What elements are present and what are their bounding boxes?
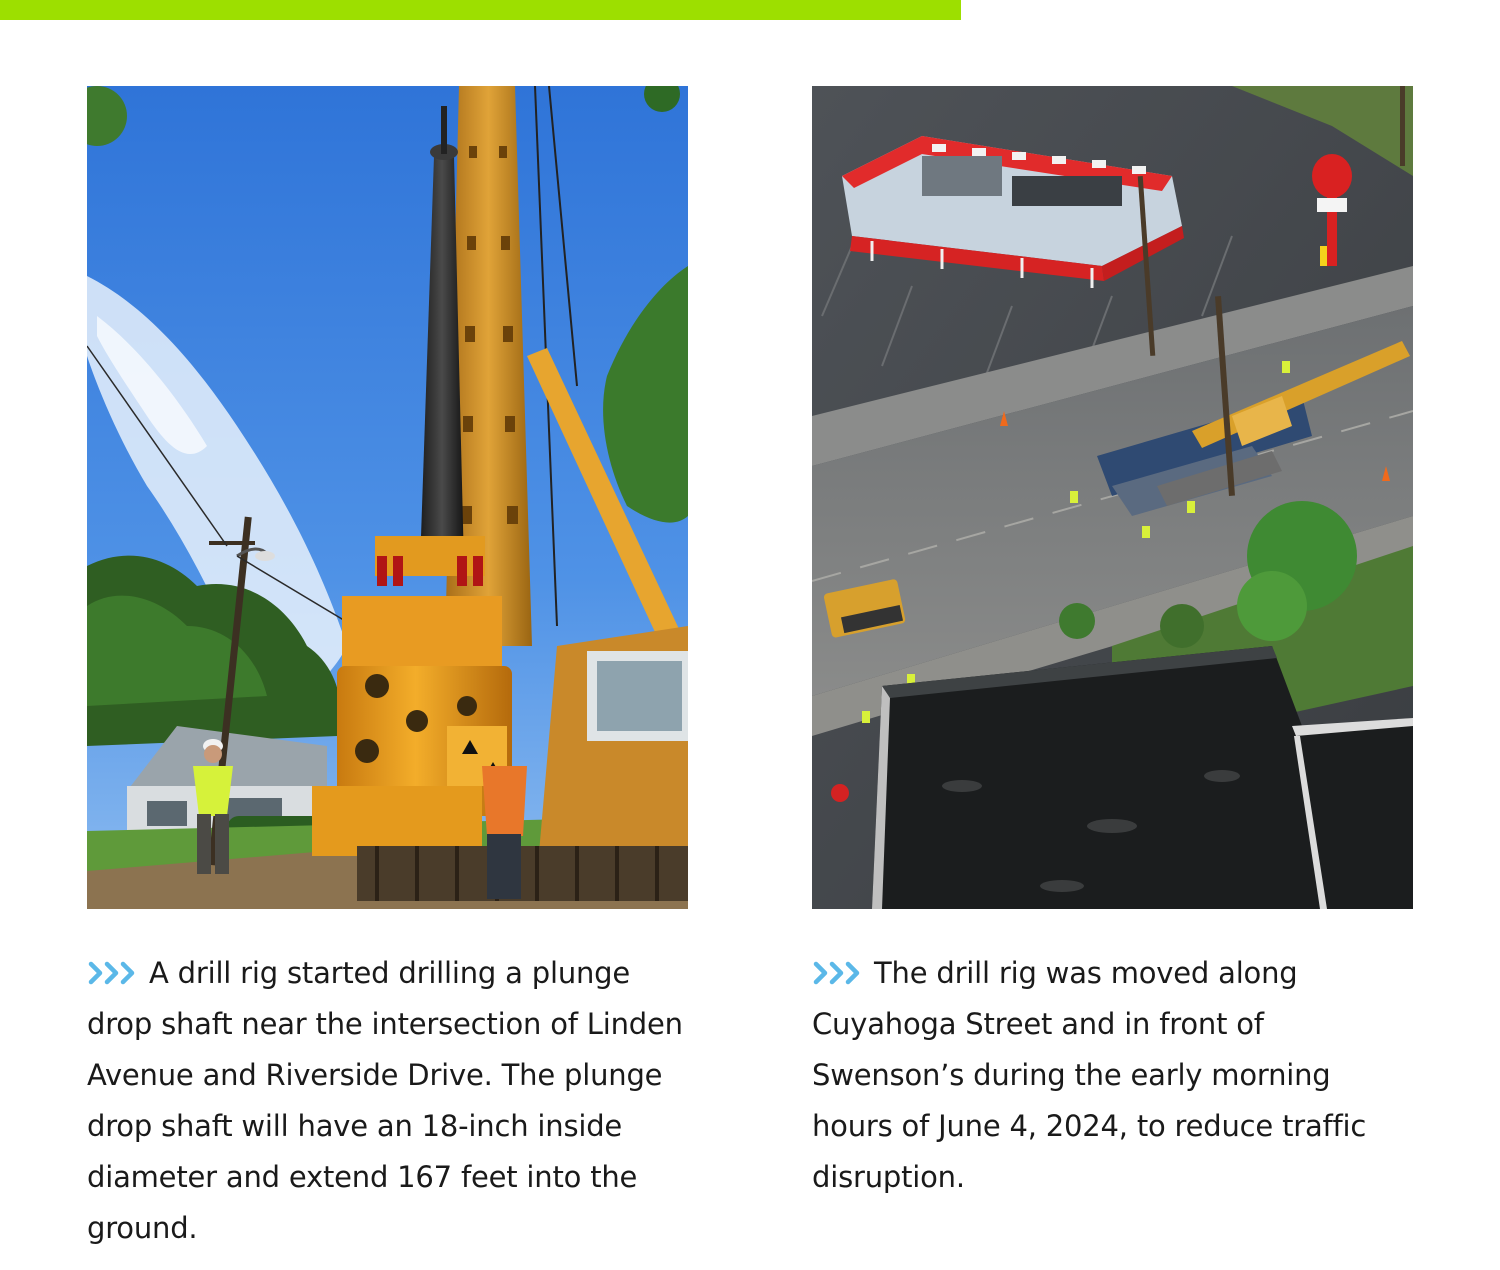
caption-right-text: The drill rig was moved along Cuyahoga Street and in front of Swenson’s during the early morning hours of June 4, 2024, to reduce traffic disruption. [812, 956, 1367, 1194]
triple-chevron-right-icon [87, 960, 139, 986]
photo-drill-rig-ground [87, 86, 688, 909]
top-accent-bar [0, 0, 961, 20]
photo-drill-rig-aerial [812, 86, 1413, 909]
caption-left-text: A drill rig started drilling a plunge drop shaft near the intersection of Linden Avenue and Riverside Drive. The plunge drop shaft will have an 18-inch inside diameter and extend 167 feet into the ground. [87, 956, 683, 1245]
caption-right [812, 948, 1412, 1203]
caption-left [87, 948, 687, 1254]
triple-chevron-right-icon [812, 960, 864, 986]
